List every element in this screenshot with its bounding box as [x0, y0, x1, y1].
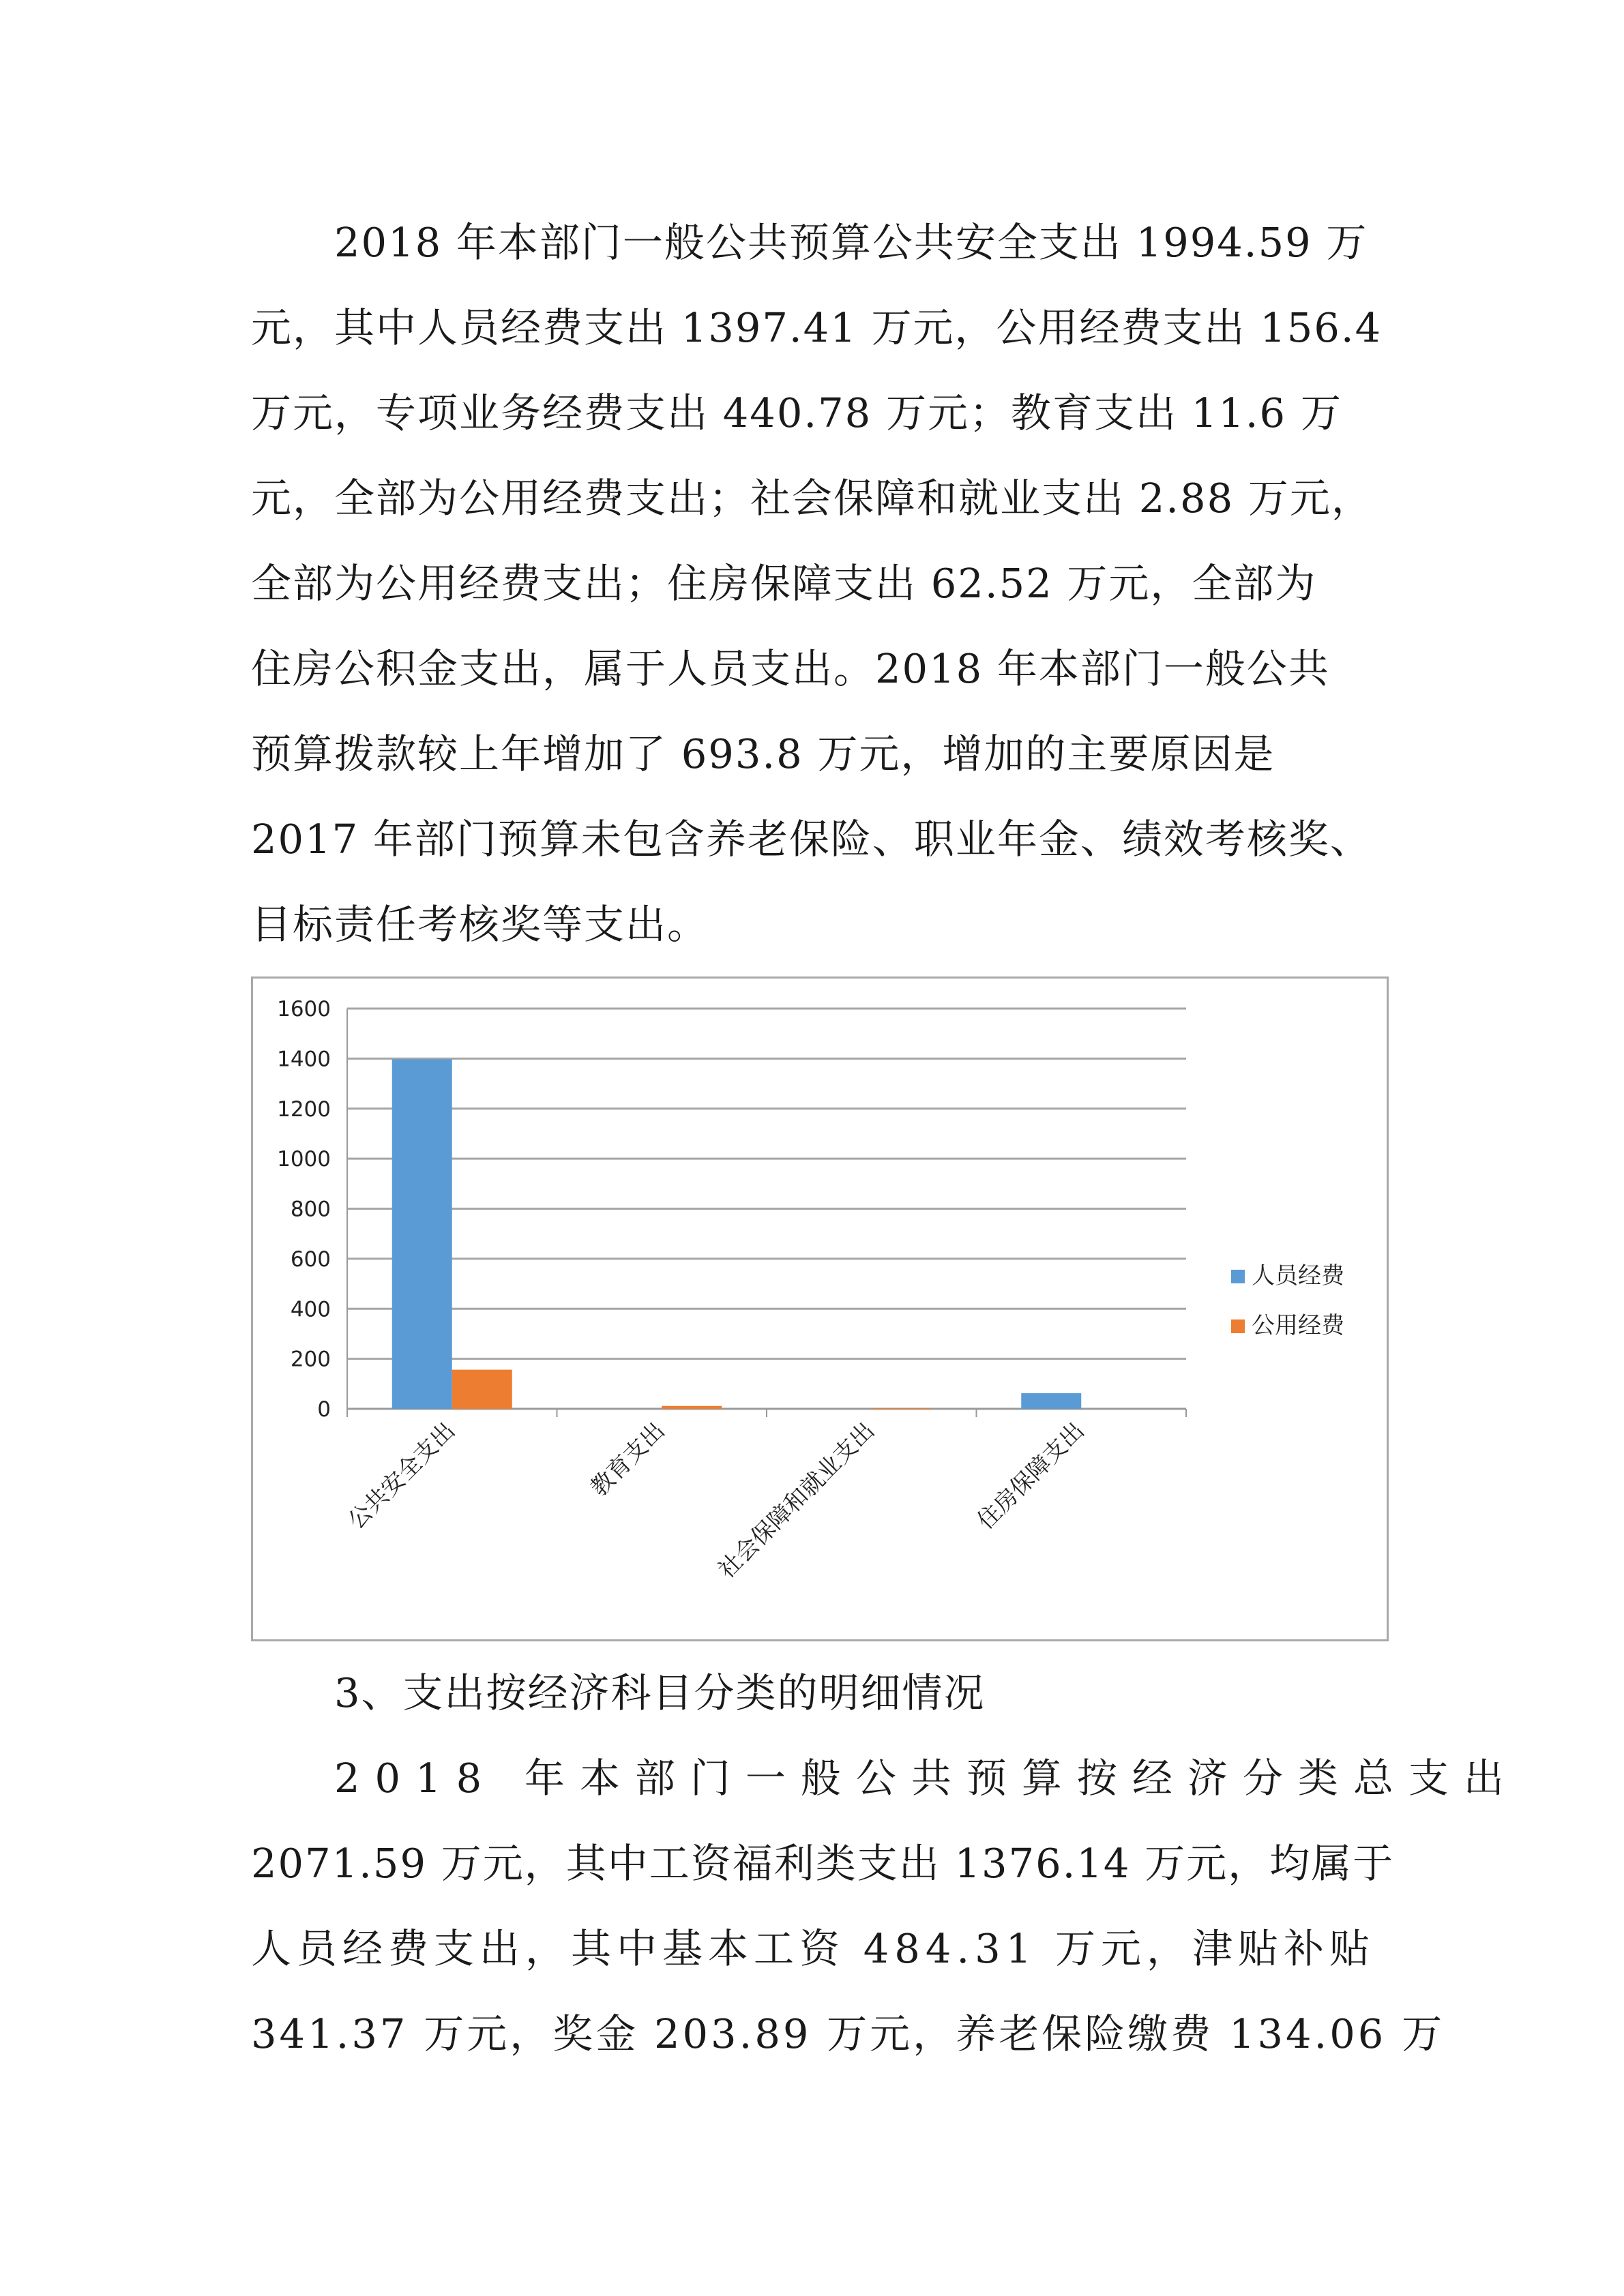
bar-人员经费-公共安全支出 — [392, 1059, 452, 1409]
bar-公用经费-教育支出 — [662, 1406, 722, 1409]
bar-公用经费-社会保障和就业支出 — [872, 1408, 932, 1409]
y-tick-label: 400 — [290, 1297, 331, 1322]
x-category-label: 住房保障支出 — [972, 1417, 1090, 1535]
paragraph1-line-6: 住房公积金支出，属于人员支出。2018 年本部门一般公共 — [251, 645, 1330, 692]
x-category-label: 社会保障和就业支出 — [713, 1417, 881, 1584]
legend-label: 公用经费 — [1252, 1312, 1344, 1339]
section3-heading: 3、支出按经济科目分类的明细情况 — [334, 1669, 986, 1716]
bar-人员经费-住房保障支出 — [1021, 1393, 1081, 1409]
x-category-label: 教育支出 — [585, 1417, 670, 1502]
bar-chart-canvas — [253, 979, 1387, 1639]
paragraph1-line-8: 2017 年部门预算未包含养老保险、职业年金、绩效考核奖、 — [251, 816, 1372, 863]
section3-line-3: 人员经费支出，其中基本工资 484.31 万元，津贴补贴 — [251, 1925, 1375, 1972]
y-tick-label: 0 — [317, 1397, 331, 1422]
bar-公用经费-公共安全支出 — [452, 1370, 512, 1409]
paragraph1-line-7: 预算拨款较上年增加了 693.8 万元，增加的主要原因是 — [251, 730, 1275, 777]
bar-chart — [251, 976, 1389, 1641]
x-category-label: 公共安全支出 — [342, 1417, 461, 1535]
paragraph1-line-3: 万元，专项业务经费支出 440.78 万元；教育支出 11.6 万 — [251, 389, 1342, 436]
y-tick-label: 600 — [290, 1247, 331, 1272]
section3-line-2: 2071.59 万元，其中工资福利类支出 1376.14 万元，均属于 — [251, 1840, 1395, 1887]
paragraph1-line-2: 元，其中人员经费支出 1397.41 万元，公用经费支出 156.4 — [251, 304, 1383, 351]
section3-line-1: 2018 年本部门一般公共预算按经济分类总支出 — [334, 1755, 1519, 1802]
legend-label: 人员经费 — [1252, 1262, 1344, 1289]
paragraph1-line-5: 全部为公用经费支出；住房保障支出 62.52 万元，全部为 — [251, 560, 1317, 607]
paragraph1-line-9: 目标责任考核奖等支出。 — [251, 901, 709, 948]
y-tick-label: 800 — [290, 1197, 331, 1222]
section3-line-4: 341.37 万元，奖金 203.89 万元，养老保险缴费 134.06 万 — [251, 2010, 1445, 2057]
y-tick-label: 1000 — [277, 1147, 331, 1172]
y-tick-label: 200 — [290, 1347, 331, 1372]
paragraph1-line-4: 元，全部为公用经费支出；社会保障和就业支出 2.88 万元， — [251, 475, 1373, 522]
y-tick-label: 1400 — [277, 1047, 331, 1072]
paragraph1-line-1: 2018 年本部门一般公共预算公共安全支出 1994.59 万 — [334, 219, 1368, 266]
y-tick-label: 1600 — [277, 997, 331, 1022]
y-tick-label: 1200 — [277, 1097, 331, 1122]
legend-swatch-公用经费 — [1231, 1320, 1245, 1333]
legend-swatch-人员经费 — [1231, 1270, 1245, 1283]
